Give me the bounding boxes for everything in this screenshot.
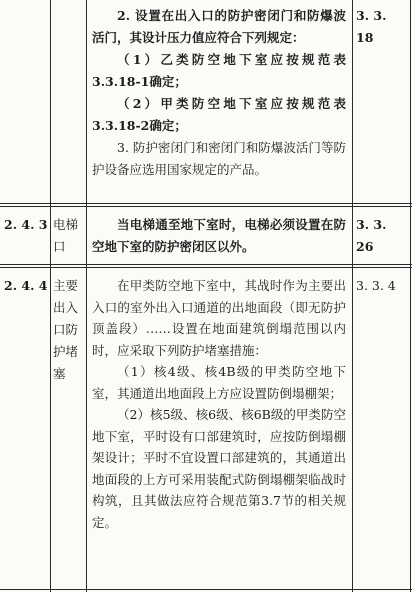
column-divider [50,0,51,592]
table-bottom-border [0,589,412,590]
row2-reference: 3. 3. 26 [356,217,387,254]
row3-number: 2. 4. 4 [4,278,48,293]
row2-number: 2. 4. 3 [4,217,48,232]
row1-content [92,5,346,181]
clause-text: 3. 防护密闭门和密闭门和防爆波活门等防护设备应选用国家规定的产品。 [92,140,346,177]
clause-text: （1）核4级、核4B级的甲类防空地下室，其通道出地面段上方应设置防倒塌棚架； [92,364,346,401]
clause-text: （1）乙类防空地下室应按规范表3.3.18-1确定； [92,52,346,89]
clause-text: 当电梯通至地下室时，电梯必须设置在防空地下室的防护密闭区以外。 [92,217,346,254]
clause-text: 在甲类防空地下室中，其战时作为主要出入口的室外出入口通道的出地面段（即无防护顶盖段）……设置在地面建筑倒塌范围以内时，应采取下列防护堵塞措施： [92,278,346,358]
row-divider [0,264,412,268]
row-divider [0,203,412,207]
column-divider [86,0,87,592]
table-right-border [410,0,411,592]
row3-reference: 3. 3. 4 [356,278,396,293]
clause-text: （2）核5级、核6级、核6B级的甲类防空地下室，平时设有口部建筑时，应按防倒塌棚架设计；平时不宜设置口部建筑的，其通道出地面段的上方可采用装配式防倒塌棚架临战时构筑，且其做法应符合规范第3.7节的相关规定。 [92,407,346,530]
row2-item: 电梯口 [53,217,79,254]
row1-reference: 3. 3. 18 [356,8,387,45]
row3-content [92,275,346,533]
clause-text: （2）甲类防空地下室应按规范表3.3.18-2确定； [92,96,346,133]
row2-content [92,214,346,258]
clause-text: 2. 设置在出入口的防护密闭门和防爆波活门，其设计压力值应符合下列规定： [92,8,346,45]
row3-item: 主要出入口防护堵塞 [53,278,79,381]
column-divider [352,0,353,592]
